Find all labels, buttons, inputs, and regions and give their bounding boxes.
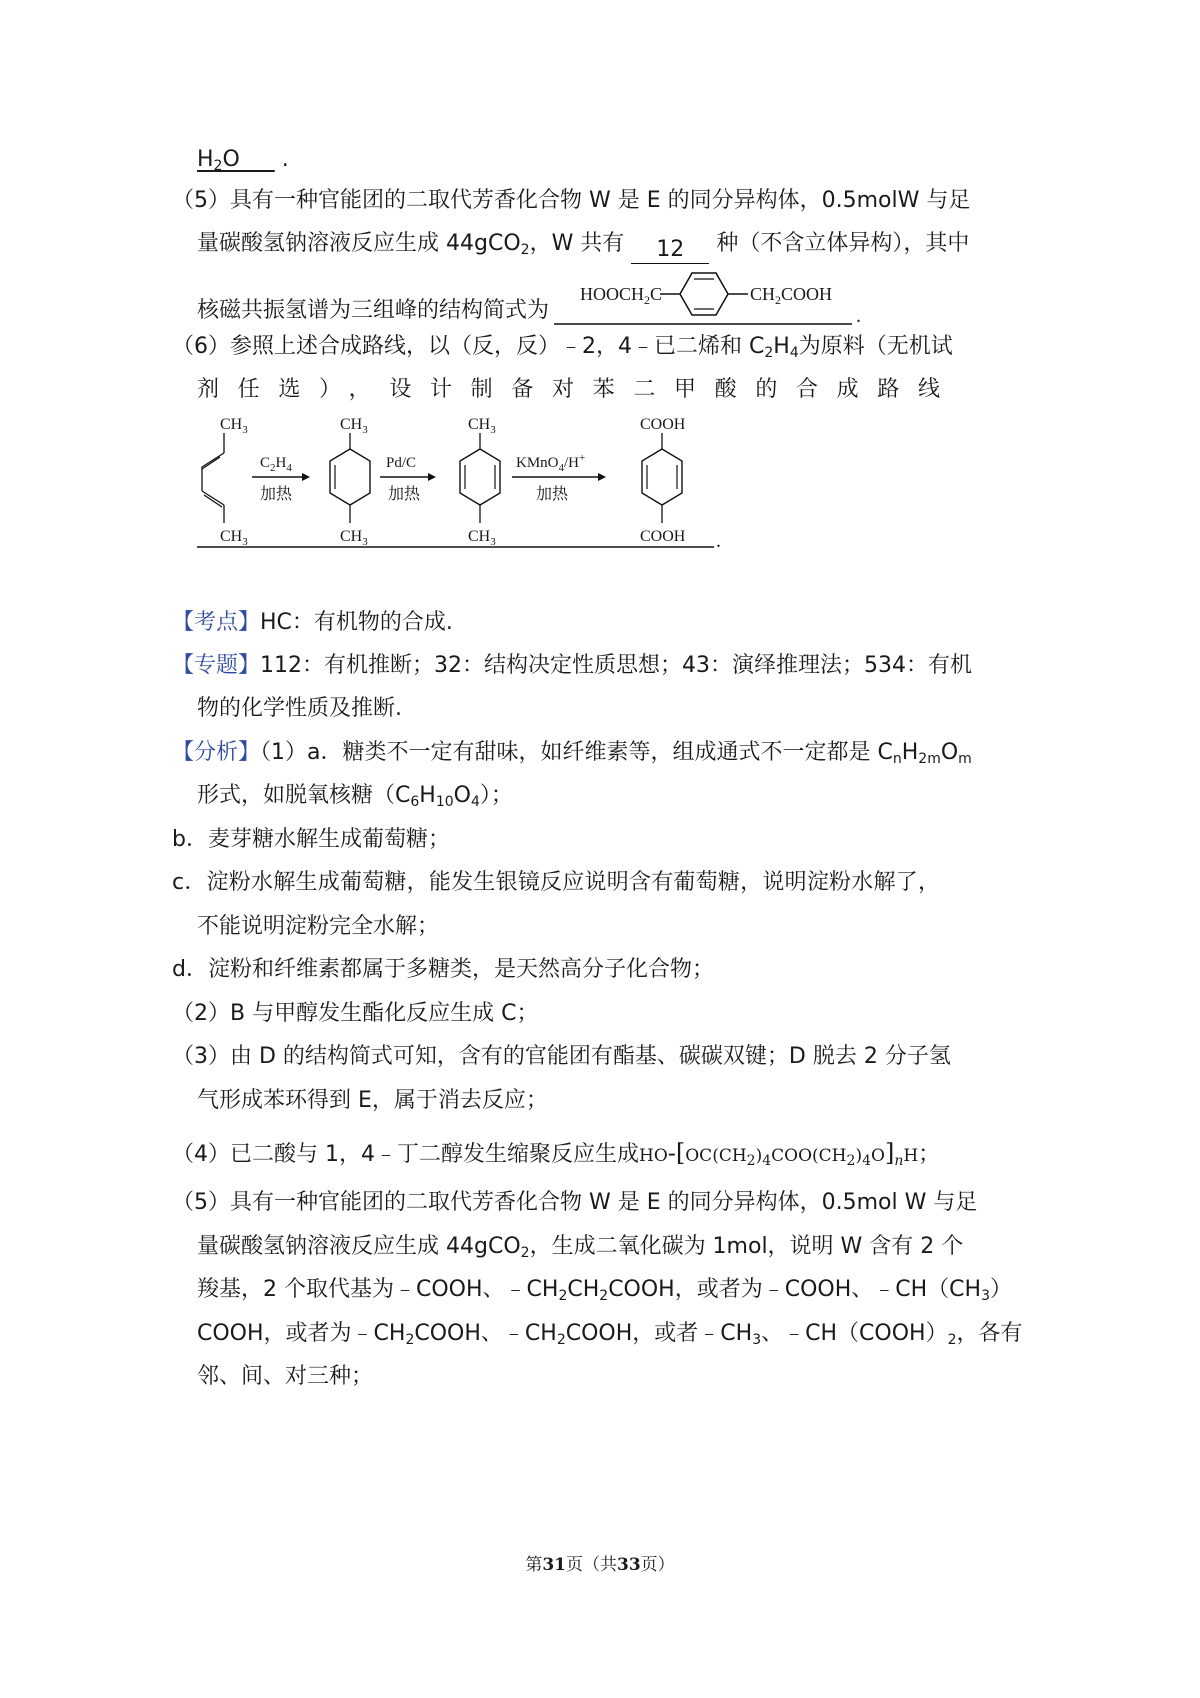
svg-text:加热: 加热 bbox=[536, 486, 569, 503]
fenxi-d: d．淀粉和纤维素都属于多糖类，是天然高分子化合物； bbox=[172, 957, 714, 982]
answer-isomer-count: 12 bbox=[631, 235, 709, 264]
fenxi-p5d: COOH，或者为$﹣CH_2COOH$、$﹣CH_2COOH$，或者$﹣CH_3$、$﹣CH(COOH)_2$，各有 bbox=[197, 1321, 1023, 1348]
svg-text:.: . bbox=[716, 530, 721, 552]
zhuanti-line1: 【专题】112：有机推断；32：结构决定性质思想；43：演绎推理法；534：有机 bbox=[172, 653, 972, 678]
q5-structure-answer bbox=[552, 262, 862, 328]
terephthalic-acid-structure bbox=[640, 416, 686, 545]
step1-arrow bbox=[252, 455, 310, 503]
fenxi-p2: （2）B 与甲醇发生酯化反应生成 C； bbox=[172, 1001, 539, 1026]
q5-line3: 核磁共振氢谱为三组峰的结构简式为 bbox=[197, 298, 550, 323]
synthesis-route bbox=[190, 405, 730, 555]
fenxi-b: b．麦芽糖水解生成葡萄糖； bbox=[172, 827, 450, 852]
page-footer: 第31页（共33页） bbox=[525, 1555, 675, 1575]
fenxi-c2: 不能说明淀粉完全水解； bbox=[197, 914, 440, 939]
p-xylene-structure bbox=[460, 416, 500, 548]
kaodian-line: 【考点】HC：有机物的合成. bbox=[172, 610, 453, 635]
svg-text:Pd/C: Pd/C bbox=[386, 455, 417, 471]
q5-line1: （5）具有一种官能团的二取代芳香化合物 W 是 E 的同分异构体，0.5molW 与足 bbox=[172, 188, 971, 213]
structure-right-group: $CH_2COOH$ bbox=[750, 284, 833, 307]
answer-h2o: $H_2O$ bbox=[197, 147, 275, 174]
fenxi-p5c: 羧基，2 个取代基为﹣COOH、$﹣CH_2CH_2COOH$，或者为﹣COOH、$﹣CH(CH_3)$ bbox=[197, 1277, 1013, 1304]
step2-arrow bbox=[380, 455, 436, 503]
fenxi-tag: 【分析】 bbox=[172, 740, 261, 765]
svg-text:加热: 加热 bbox=[388, 486, 421, 503]
svg-text:CH3: $CH_3$ bbox=[220, 416, 248, 436]
svg-text:CH3: $CH_3$ bbox=[340, 528, 368, 548]
fenxi-line2: 形式，如脱氧核糖$(C_6H_{10}O_4)$； bbox=[197, 783, 513, 810]
svg-text:.: . bbox=[856, 305, 861, 327]
zhuanti-tag: 【专题】 bbox=[172, 653, 261, 678]
q5-line2: 量碳酸氢钠溶液反应生成 44gCO$_2$，W 共有 12 种（不含立体异构），其中 bbox=[197, 231, 970, 262]
zhuanti-line2: 物的化学性质及推断. bbox=[197, 696, 402, 721]
fenxi-p5e: 邻、间、对三种； bbox=[197, 1364, 374, 1389]
fenxi-c1: c．淀粉水解生成葡萄糖，能发生银镜反应说明含有葡萄糖，说明淀粉水解了， bbox=[172, 870, 940, 895]
dimethylcyclohexene-structure bbox=[330, 416, 370, 548]
svg-text:COOH: COOH bbox=[640, 416, 686, 433]
kaodian-tag: 【考点】 bbox=[172, 610, 261, 635]
current-page-number: 31 bbox=[542, 1555, 566, 1575]
svg-text:C2H4: $C_2H_4$ bbox=[260, 455, 292, 474]
hexadiene-structure bbox=[202, 416, 248, 548]
q6-line2: 剂任选），设计制备对苯二甲酸的合成路线 bbox=[197, 377, 940, 402]
svg-text:COOH: COOH bbox=[640, 528, 686, 545]
fenxi-line1: 【分析】（1）a．糖类不一定有甜味，如纤维素等，组成通式不一定都是 $C_nH_{2m}O_m$ bbox=[172, 740, 972, 767]
svg-text:CH3: $CH_3$ bbox=[340, 416, 368, 436]
total-pages: 33 bbox=[617, 1555, 641, 1575]
svg-text:CH3: $CH_3$ bbox=[468, 416, 496, 436]
svg-text:CH3: $CH_3$ bbox=[468, 528, 496, 548]
fenxi-p5a: （5）具有一种官能团的二取代芳香化合物 W 是 E 的同分异构体，0.5mol W 与足 bbox=[172, 1190, 978, 1215]
q6-line1: （6）参照上述合成路线，以（反，反）﹣2，4﹣已二烯和 $C_2H_4$为原料（无机试 bbox=[172, 334, 953, 361]
polyester-formula: $HO-[OC(CH_2)_4COO(CH_2)_4O]_nH$ bbox=[639, 1139, 919, 1169]
fenxi-p5b: 量碳酸氢钠溶液反应生成 44gCO$_2$，生成二氧化碳为 1mol，说明 W 含有 2 个 bbox=[197, 1234, 964, 1261]
svg-text:KMnO4/H+: KMnO$_4$/H+ bbox=[516, 452, 586, 474]
answer-h2o-line: $H_2O$ . bbox=[197, 147, 289, 174]
fenxi-p3b: 气形成苯环得到 E，属于消去反应； bbox=[197, 1088, 548, 1113]
fenxi-p3a: （3）由 D 的结构简式可知，含有的官能团有酯基、碳碳双键；D 脱去 2 分子氢 bbox=[172, 1044, 951, 1069]
svg-text:CH3: $CH_3$ bbox=[220, 528, 248, 548]
fenxi-p4: （4）已二酸与 1，4﹣丁二醇发生缩聚反应生成$HO-[OC(CH_2)_4COO(CH_2)_4O]_nH$； bbox=[172, 1139, 941, 1169]
svg-text:加热: 加热 bbox=[260, 486, 293, 503]
structure-left-group: $HOOCH_2C$ bbox=[580, 284, 663, 307]
step3-arrow bbox=[512, 452, 606, 503]
